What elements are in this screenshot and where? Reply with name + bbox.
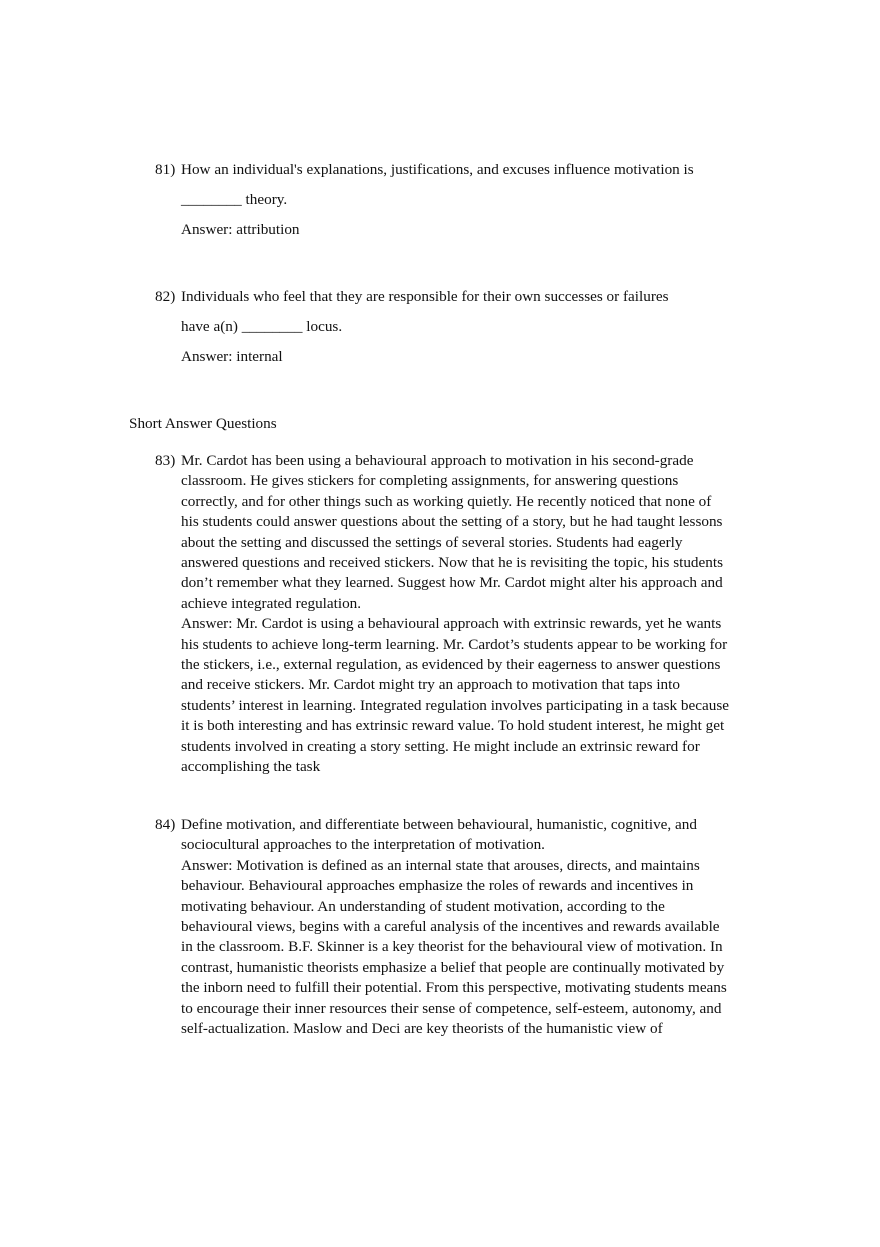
question-84 xyxy=(155,815,765,1039)
answer-line: it is both interesting and has extrinsic reward value. To hold student interest, he might get xyxy=(181,717,725,735)
question-blank-line: ________ theory. xyxy=(181,191,288,208)
answer-line: the inborn need to fulfill their potential. From this perspective, motivating students means xyxy=(181,979,727,997)
question-81 xyxy=(155,155,765,245)
question-84-text xyxy=(181,815,765,1039)
answer-line: his students to achieve long-term learning. Mr. Cardot’s students appear to be working for xyxy=(181,635,728,653)
question-83-text xyxy=(181,451,765,778)
question-line: correctly, and for other things such as working quietly. He recently noticed that none of xyxy=(181,492,712,510)
question-blank-line: have a(n) ________ locus. xyxy=(181,318,343,335)
answer-text: Answer: internal xyxy=(181,348,283,365)
answer-line: Answer: Motivation is defined as an internal state that arouses, directs, and maintains xyxy=(181,856,700,874)
answer-line: students’ interest in learning. Integrated regulation involves participating in a task because xyxy=(181,696,729,714)
answer-line: behaviour. Behavioural approaches emphasize the roles of rewards and incentives in xyxy=(181,877,694,895)
question-number: 81) xyxy=(155,161,176,178)
answer-line: students involved in creating a story setting. He might include an extrinsic reward for xyxy=(181,737,700,755)
answer-line: accomplishing the task xyxy=(181,758,321,776)
question-number: 83) xyxy=(155,452,176,469)
question-82 xyxy=(155,282,765,372)
question-line: Define motivation, and differentiate between behavioural, humanistic, cognitive, and xyxy=(181,816,697,833)
answer-line: contrast, humanistic theorists emphasize a belief that people are continually motivated by xyxy=(181,958,725,976)
answer-line: the stickers, i.e., external regulation, as evidenced by their eagerness to answer questions xyxy=(181,656,721,674)
question-83 xyxy=(155,451,765,778)
question-line: answered questions and received stickers. Now that he is revisiting the topic, his students xyxy=(181,554,723,572)
question-line: classroom. He gives stickers for completing assignments, for answering questions xyxy=(181,472,679,490)
answer-line: and receive stickers. Mr. Cardot might try an approach to motivation that taps into xyxy=(181,676,680,694)
question-number: 82) xyxy=(155,288,176,305)
question-number: 84) xyxy=(155,816,176,833)
question-line: Mr. Cardot has been using a behavioural approach to motivation in his second-grade xyxy=(181,452,694,469)
question-text: Individuals who feel that they are responsible for their own successes or failures xyxy=(181,288,669,305)
question-text: How an individual's explanations, justifications, and excuses influence motivation is xyxy=(181,161,694,178)
answer-line: self-actualization. Maslow and Deci are key theorists of the humanistic view of xyxy=(181,1020,663,1038)
answer-text: Answer: attribution xyxy=(181,221,300,238)
question-line: sociocultural approaches to the interpretation of motivation. xyxy=(181,836,545,854)
question-line: don’t remember what they learned. Suggest how Mr. Cardot might alter his approach and xyxy=(181,574,723,592)
answer-line: behavioural views, begins with a careful analysis of the incentives and rewards available xyxy=(181,918,720,936)
question-line: about the setting and discussed the settings of several stories. Students had eagerly xyxy=(181,533,683,551)
answer-line: in the classroom. B.F. Skinner is a key theorist for the behavioural view of motivation. In xyxy=(181,938,723,956)
answer-line: Answer: Mr. Cardot is using a behavioural approach with extrinsic rewards, yet he wants xyxy=(181,615,722,633)
answer-line: to encourage their inner resources their sense of competence, self-esteem, autonomy, and xyxy=(181,999,722,1017)
section-title: Short Answer Questions xyxy=(129,415,277,432)
answer-line: motivating behaviour. An understanding of student motivation, according to the xyxy=(181,897,665,915)
question-line: his students could answer questions about the setting of a story, but he had taught lessons xyxy=(181,513,723,531)
question-line: achieve integrated regulation. xyxy=(181,594,362,612)
